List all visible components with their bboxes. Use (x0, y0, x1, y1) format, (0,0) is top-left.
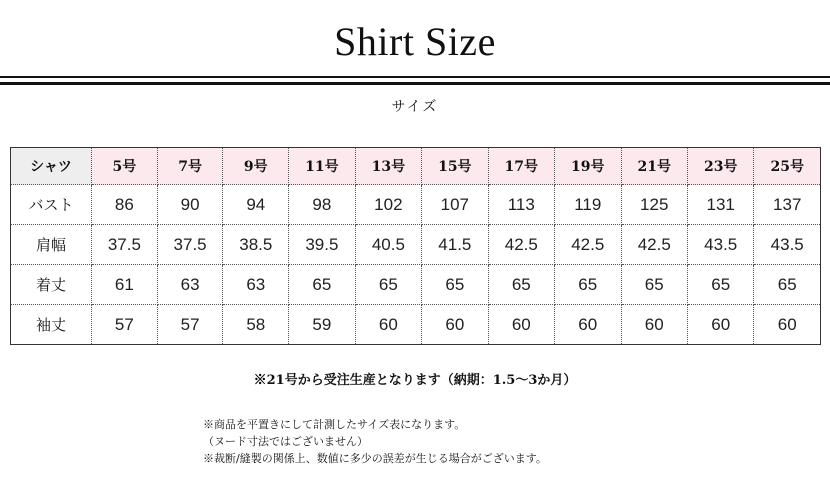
measurement-cell: 39.5 (289, 225, 355, 265)
measurement-cell: 94 (223, 185, 289, 225)
measurement-cell: 42.5 (488, 225, 554, 265)
size-header-cell: 9号 (223, 148, 289, 185)
measurement-cell: 65 (687, 265, 753, 305)
measurement-cell: 60 (422, 305, 488, 345)
measurement-cell: 37.5 (157, 225, 223, 265)
title-divider-top (0, 76, 830, 78)
table-corner-label: シャツ (11, 148, 92, 185)
measurement-cell: 65 (754, 265, 821, 305)
measurement-cell: 137 (754, 185, 821, 225)
measurement-cell: 65 (621, 265, 687, 305)
measurement-cell: 90 (157, 185, 223, 225)
measurement-cell: 102 (355, 185, 421, 225)
table-row (11, 185, 821, 225)
size-table (10, 147, 821, 345)
tolerance-note: ※裁断/縫製の関係上、数値に多少の誤差が生じる場合がございます。 (203, 452, 547, 465)
measurement-cell: 60 (754, 305, 821, 345)
measurement-cell: 86 (92, 185, 158, 225)
row-label: 着丈 (11, 265, 92, 305)
size-header-cell: 13号 (355, 148, 421, 185)
size-header-cell: 7号 (157, 148, 223, 185)
measurement-cell: 40.5 (355, 225, 421, 265)
measurement-cell: 65 (422, 265, 488, 305)
measurement-cell: 57 (157, 305, 223, 345)
title-divider-bottom (0, 82, 830, 85)
size-header-cell: 21号 (621, 148, 687, 185)
size-header-cell: 23号 (687, 148, 753, 185)
measurement-note: ※商品を平置きにして計測したサイズ表になります。 (203, 418, 466, 431)
measurement-cell: 60 (355, 305, 421, 345)
measurement-cell: 43.5 (687, 225, 753, 265)
measurement-cell: 63 (157, 265, 223, 305)
measurement-cell: 58 (223, 305, 289, 345)
measurement-cell: 65 (488, 265, 554, 305)
size-header-cell: 5号 (92, 148, 158, 185)
measurement-cell: 131 (687, 185, 753, 225)
measurement-cell: 65 (555, 265, 621, 305)
measurement-cell: 61 (92, 265, 158, 305)
row-label: 肩幅 (11, 225, 92, 265)
table-row (11, 265, 821, 305)
measurement-cell: 113 (488, 185, 554, 225)
made-to-order-note: ※21号から受注生産となります（納期：1.5～3か月） (253, 373, 577, 388)
size-header-cell: 11号 (289, 148, 355, 185)
measurement-cell: 63 (223, 265, 289, 305)
page-title: Shirt Size (334, 19, 496, 64)
table-row (11, 225, 821, 265)
measurement-cell: 41.5 (422, 225, 488, 265)
measurement-cell: 60 (488, 305, 554, 345)
size-header-cell: 19号 (555, 148, 621, 185)
size-header-row (11, 148, 821, 185)
measurement-cell: 125 (621, 185, 687, 225)
measurement-cell: 60 (687, 305, 753, 345)
measurement-cell: 38.5 (223, 225, 289, 265)
row-label: 袖丈 (11, 305, 92, 345)
row-label: バスト (11, 185, 92, 225)
measurement-cell: 42.5 (621, 225, 687, 265)
measurement-cell: 119 (555, 185, 621, 225)
size-header-cell: 25号 (754, 148, 821, 185)
measurement-cell: 59 (289, 305, 355, 345)
measurement-cell: 60 (621, 305, 687, 345)
measurement-cell: 98 (289, 185, 355, 225)
measurement-cell: 107 (422, 185, 488, 225)
nude-size-note: （ヌード寸法ではございません） (203, 435, 368, 448)
measurement-cell: 60 (555, 305, 621, 345)
section-subtitle: サイズ (391, 99, 439, 115)
size-header-cell: 17号 (488, 148, 554, 185)
measurement-cell: 37.5 (92, 225, 158, 265)
measurement-cell: 65 (355, 265, 421, 305)
measurement-cell: 57 (92, 305, 158, 345)
size-header-cell: 15号 (422, 148, 488, 185)
table-row (11, 305, 821, 345)
measurement-cell: 42.5 (555, 225, 621, 265)
measurement-cell: 65 (289, 265, 355, 305)
measurement-cell: 43.5 (754, 225, 821, 265)
